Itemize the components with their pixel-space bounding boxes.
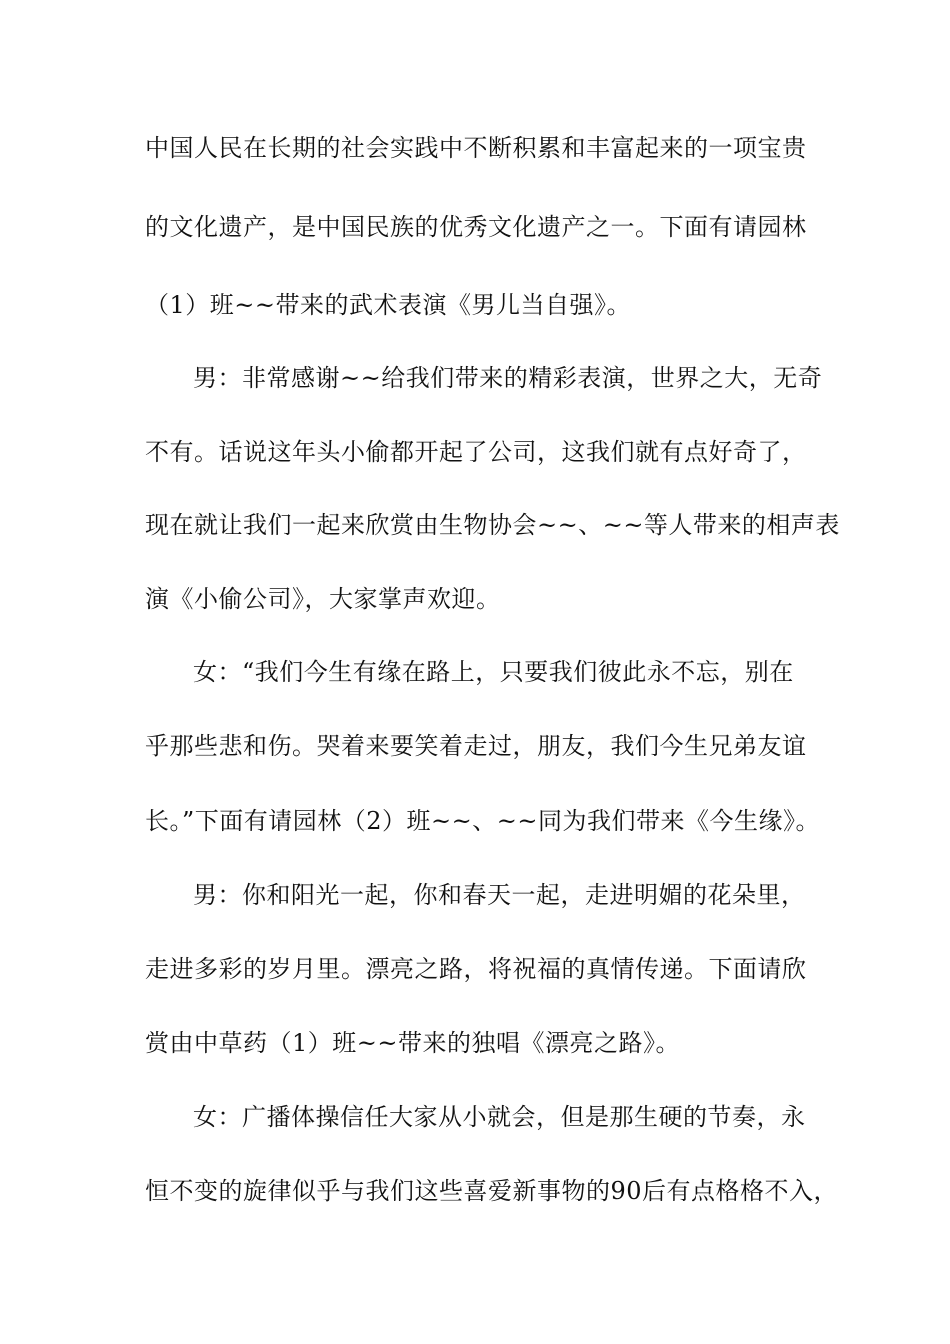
text-line: 赏由中草药（1）班~~带来的独唱《漂亮之路》。 (145, 1029, 680, 1057)
paragraph-start-line: 男：非常感谢~~给我们带来的精彩表演，世界之大，无奇 (193, 364, 823, 392)
text-line: 演《小偷公司》，大家掌声欢迎。 (145, 585, 501, 613)
paragraph-start-line: 男：你和阳光一起，你和春天一起，走进明媚的花朵里， (193, 881, 806, 909)
text-line: 中国人民在长期的社会实践中不断积累和丰富起来的一项宝贵 (145, 134, 807, 162)
paragraph-start-line: 女：广播体操信任大家从小就会，但是那生硬的节奏，永 (193, 1103, 806, 1131)
text-line: 走进多彩的岁月里。漂亮之路，将祝福的真情传递。下面请欣 (145, 955, 807, 983)
text-line: 现在就让我们一起来欣赏由生物协会~~、~~等人带来的相声表 (145, 511, 840, 539)
text-line: 的文化遗产，是中国民族的优秀文化遗产之一。下面有请园林 (145, 213, 807, 241)
text-line: 恒不变的旋律似乎与我们这些喜爱新事物的90后有点格格不入， (145, 1177, 839, 1205)
text-line: （1）班~~带来的武术表演《男儿当自强》。 (145, 291, 631, 319)
text-line: 乎那些悲和伤。哭着来要笑着走过，朋友，我们今生兄弟友谊 (145, 732, 807, 760)
text-line: 长。”下面有请园林（2）班~~、~~同为我们带来《今生缘》。 (145, 807, 820, 835)
text-line: 不有。话说这年头小偷都开起了公司，这我们就有点好奇了， (145, 438, 807, 466)
paragraph-start-line: 女：“我们今生有缘在路上，只要我们彼此永不忘，别在 (193, 658, 794, 686)
